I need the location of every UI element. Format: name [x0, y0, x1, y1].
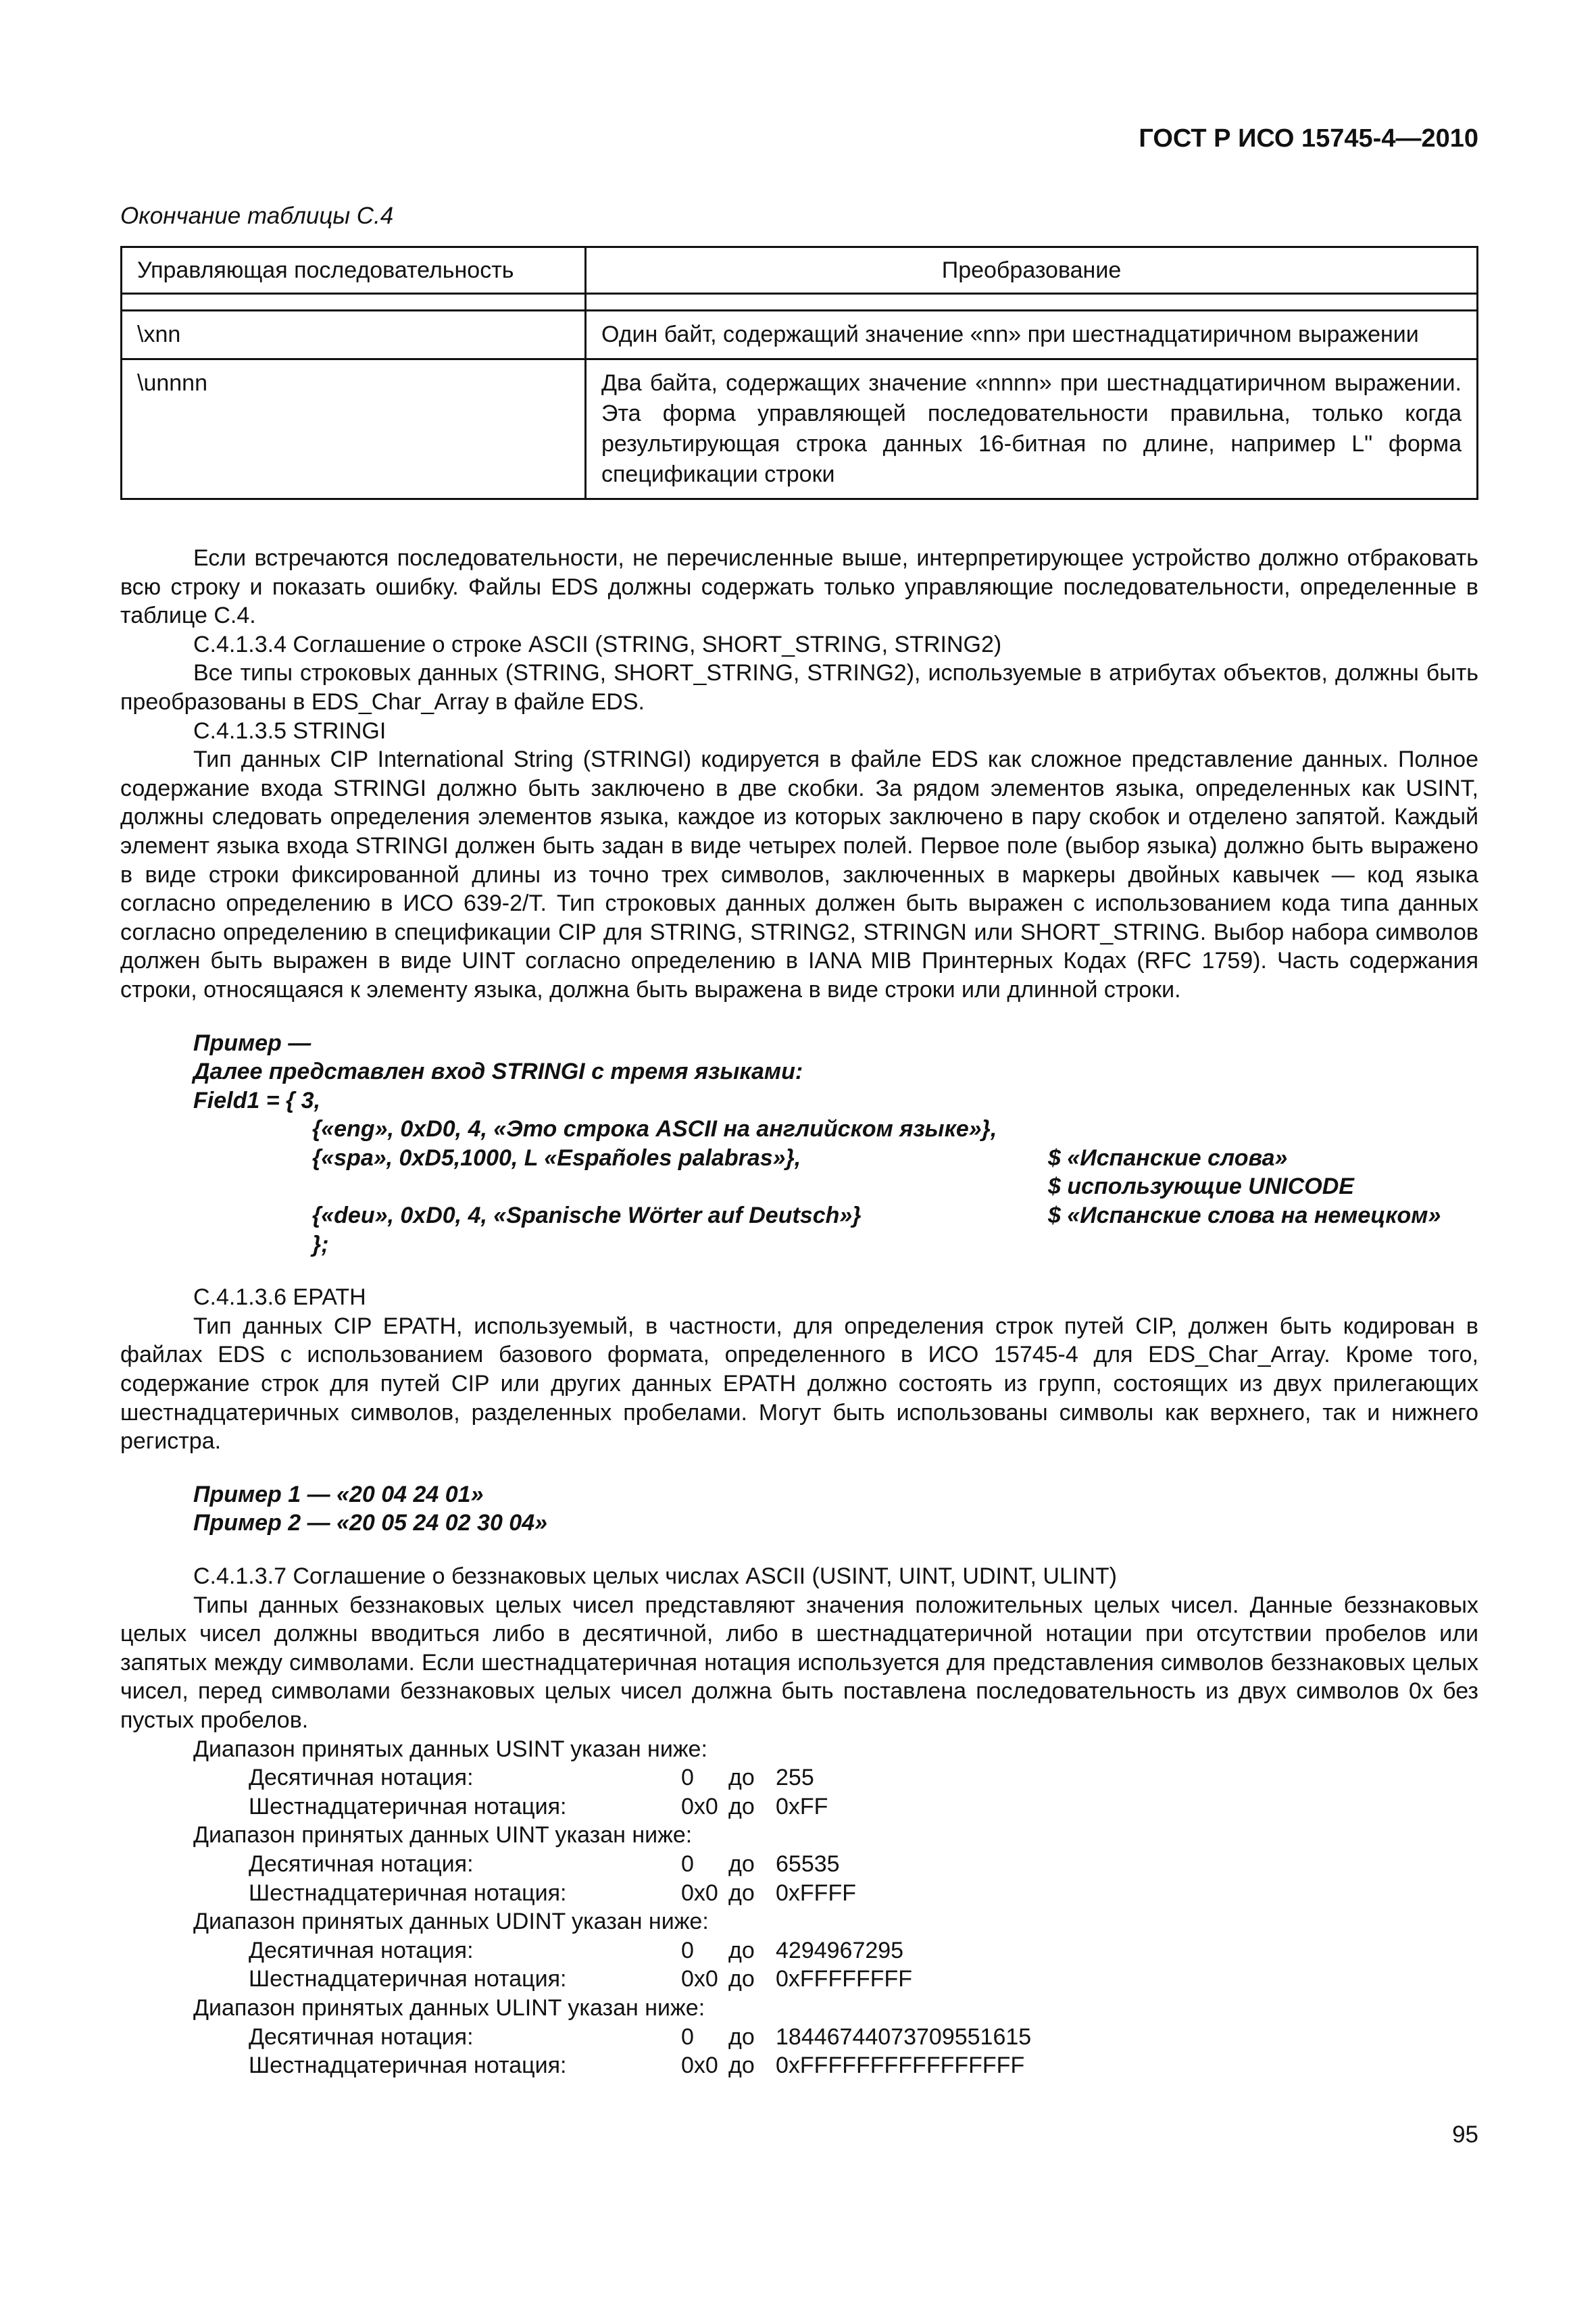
range-to: 0xFFFF — [776, 1880, 856, 1906]
range-to: 0xFFFFFFFFFFFFFFFF — [776, 2053, 1025, 2079]
range-from: 0x0 — [681, 1966, 718, 1992]
table-header-cell: Преобразование — [586, 247, 1478, 294]
example-line: Пример 1 — «20 04 24 01» — [193, 1481, 484, 1507]
notation-label: Шестнадцатеричная нотация: — [249, 1880, 567, 1906]
range-row — [249, 1763, 1478, 1792]
table-header-row — [122, 247, 1478, 294]
example-row — [312, 1144, 1478, 1173]
paragraph: Если встречаются последовательности, не перечисленные выше, интерпретирующее устройство должно отбраковать всю строку и показать ошибку. Файлы EDS должны содержать только управляющие последовательности, определенные в таблице С.4. — [120, 545, 1478, 629]
example-block — [193, 1029, 1478, 1259]
example-line: Пример — — [193, 1030, 311, 1056]
example-line: {«spa», 0xD5,1000, L «Españoles palabras»}, — [312, 1145, 801, 1171]
example-line: }; — [312, 1231, 329, 1257]
ranges-list — [120, 1735, 1478, 2080]
range-row — [249, 1965, 1478, 1994]
section-heading: С.4.1.3.5 STRINGI — [193, 718, 386, 744]
section-heading: С.4.1.3.4 Соглашение о строке ASCII (STRING, SHORT_STRING, STRING2) — [193, 631, 1002, 657]
example-line: Далее представлен вход STRINGI с тремя языками: — [193, 1059, 803, 1085]
notation-label: Десятичная нотация: — [249, 1765, 474, 1791]
example-line: Field1 = { 3, — [193, 1087, 321, 1113]
paragraph: Тип данных CIP International String (STRINGI) кодируется в файле EDS как сложное представление данных. Полное содержание входа STRINGI должно быть заключено в две скобки. За рядом элементов языка, определенных как USINT, должны следовать определения элементов языка, каждое из которых заключено в пару скобок и отделено запятой. Каждый элемент языка входа STRINGI должен быть задан в виде четырех полей. Первое поле (выбор языка) должно быть выражено в виде строки фиксированной длины из точно трех символов, заключенных в маркеры двойных кавычек — код языка согласно определению в ИСО 639-2/Т. Тип строковых данных должен быть выражен с использованием кода типа данных согласно определению в спецификации CIP для STRING, STRING2, STRINGN или SHORT_STRING. Выбор набора символов должен быть выражен в виде UINT согласно определению в IANA MIB Принтерных Кодах (RFC 1759). Часть содержания строки, относящаяся к элементу языка, должна быть выражена в виде строки или длинной строки. — [120, 747, 1478, 1003]
table-row — [122, 311, 1478, 359]
notation-label: Шестнадцатеричная нотация: — [249, 1966, 567, 1992]
table-cell: Два байта, содержащих значение «nnnn» при шестнадцатиричном выражении. Эта форма управляющей последовательности правильна, только когда результирующая строка данных 16-битная по длине, например L" форма спецификации строки — [586, 359, 1478, 499]
range-to: 0xFF — [776, 1793, 828, 1819]
paragraph: Тип данных CIP EPATH, используемый, в частности, для определения строк путей CIP, должен быть кодирован в файлах EDS с использованием базового формата, определенного в ИСО 15745-4 для EDS_Char_Array. Кроме того, содержание строк для путей CIP или других данных EPATH должно состоять из групп, состоящих из двух прилегающих шестнадцатеричных символов, разделенных пробелами. Могут быть использованы символы как верхнего, так и нижнего регистра. — [120, 1313, 1478, 1455]
range-row — [249, 1936, 1478, 1965]
section-heading: С.4.1.3.7 Соглашение о беззнаковых целых числах ASCII (USINT, UINT, UDINT, ULINT) — [193, 1563, 1117, 1589]
range-title: Диапазон принятых данных USINT указан ниже: — [193, 1736, 707, 1762]
paragraph: Все типы строковых данных (STRING, SHORT_STRING, STRING2), используемые в атрибутах объектов, должны быть преобразованы в EDS_Char_Array в файле EDS. — [120, 660, 1478, 715]
example-comment: $ «Испанские слова на немецком» — [1048, 1203, 1441, 1229]
table-cell: \xnn — [122, 311, 586, 359]
range-from: 0x0 — [681, 2053, 718, 2079]
table-caption: Окончание таблицы С.4 — [120, 203, 394, 229]
range-to-word: до — [728, 1880, 755, 1906]
example-comment: $ использующие UNICODE — [1048, 1174, 1354, 1200]
range-to-word: до — [728, 1937, 755, 1963]
range-from: 0 — [681, 2023, 694, 2050]
range-to-word: до — [728, 1793, 755, 1819]
range-row — [249, 1792, 1478, 1821]
example-row — [312, 1115, 1478, 1144]
example-spacer — [312, 1172, 1048, 1201]
paragraph: Типы данных беззнаковых целых чисел представляют значения положительных целых чисел. Данные беззнаковых целых чисел должны вводиться либо в десятичной, либо в шестнадцатеричной нотации при отсутствии пробелов или запятых между символами. Если шестнадцатеричная нотация используется для представления символов беззнаковых целых чисел, перед символами беззнаковых целых чисел должна быть поставлена последовательность из двух символов 0x без пустых пробелов. — [120, 1592, 1478, 1733]
range-to-word: до — [728, 2053, 755, 2079]
range-to: 18446744073709551615 — [776, 2023, 1032, 2050]
range-from: 0 — [681, 1851, 694, 1877]
table-cell: \unnnn — [122, 359, 586, 499]
range-from: 0 — [681, 1937, 694, 1963]
section-heading: С.4.1.3.6 EPATH — [193, 1284, 366, 1311]
range-to-word: до — [728, 1966, 755, 1992]
range-from: 0x0 — [681, 1793, 718, 1819]
range-title: Диапазон принятых данных UINT указан ниже: — [193, 1822, 693, 1848]
range-from: 0 — [681, 1765, 694, 1791]
range-row — [249, 1879, 1478, 1908]
document-code-header: ГОСТ Р ИСО 15745-4—2010 — [1139, 124, 1478, 153]
range-to-word: до — [728, 2023, 755, 2050]
table-spacer-row — [122, 294, 1478, 311]
example-line: {«deu», 0xD0, 4, «Spanische Wörter auf Deutsch»} — [312, 1203, 862, 1229]
escape-sequence-table — [120, 246, 1478, 500]
page-number: 95 — [1452, 2121, 1478, 2148]
range-row — [249, 1850, 1478, 1879]
table-row — [122, 359, 1478, 499]
notation-label: Десятичная нотация: — [249, 1937, 474, 1963]
example-row — [312, 1201, 1478, 1230]
range-to: 4294967295 — [776, 1937, 904, 1963]
notation-label: Десятичная нотация: — [249, 2023, 474, 2050]
notation-label: Шестнадцатеричная нотация: — [249, 1793, 567, 1819]
notation-label: Шестнадцатеричная нотация: — [249, 2053, 567, 2079]
example-comment: $ «Испанские слова» — [1048, 1145, 1288, 1171]
range-to-word: до — [728, 1765, 755, 1791]
range-from: 0x0 — [681, 1880, 718, 1906]
example-block — [193, 1480, 1478, 1538]
range-to: 0xFFFFFFFF — [776, 1966, 913, 1992]
table-cell: Один байт, содержащий значение «nn» при шестнадцатиричном выражении — [586, 311, 1478, 359]
table-header-cell: Управляющая последовательность — [122, 247, 586, 294]
example-row — [312, 1230, 1478, 1259]
example-row — [312, 1172, 1478, 1201]
range-to-word: до — [728, 1851, 755, 1877]
range-row — [249, 2051, 1478, 2080]
example-line: {«eng», 0xD0, 4, «Это строка ASCII на английском языке»}, — [312, 1116, 997, 1142]
range-title: Диапазон принятых данных UDINT указан ниже: — [193, 1909, 709, 1935]
example-line: Пример 2 — «20 05 24 02 30 04» — [193, 1510, 548, 1536]
range-row — [249, 2023, 1478, 2052]
range-to: 65535 — [776, 1851, 840, 1877]
notation-label: Десятичная нотация: — [249, 1851, 474, 1877]
range-title: Диапазон принятых данных ULINT указан ниже: — [193, 1994, 705, 2021]
document-body — [120, 544, 1478, 2080]
range-to: 255 — [776, 1765, 814, 1791]
